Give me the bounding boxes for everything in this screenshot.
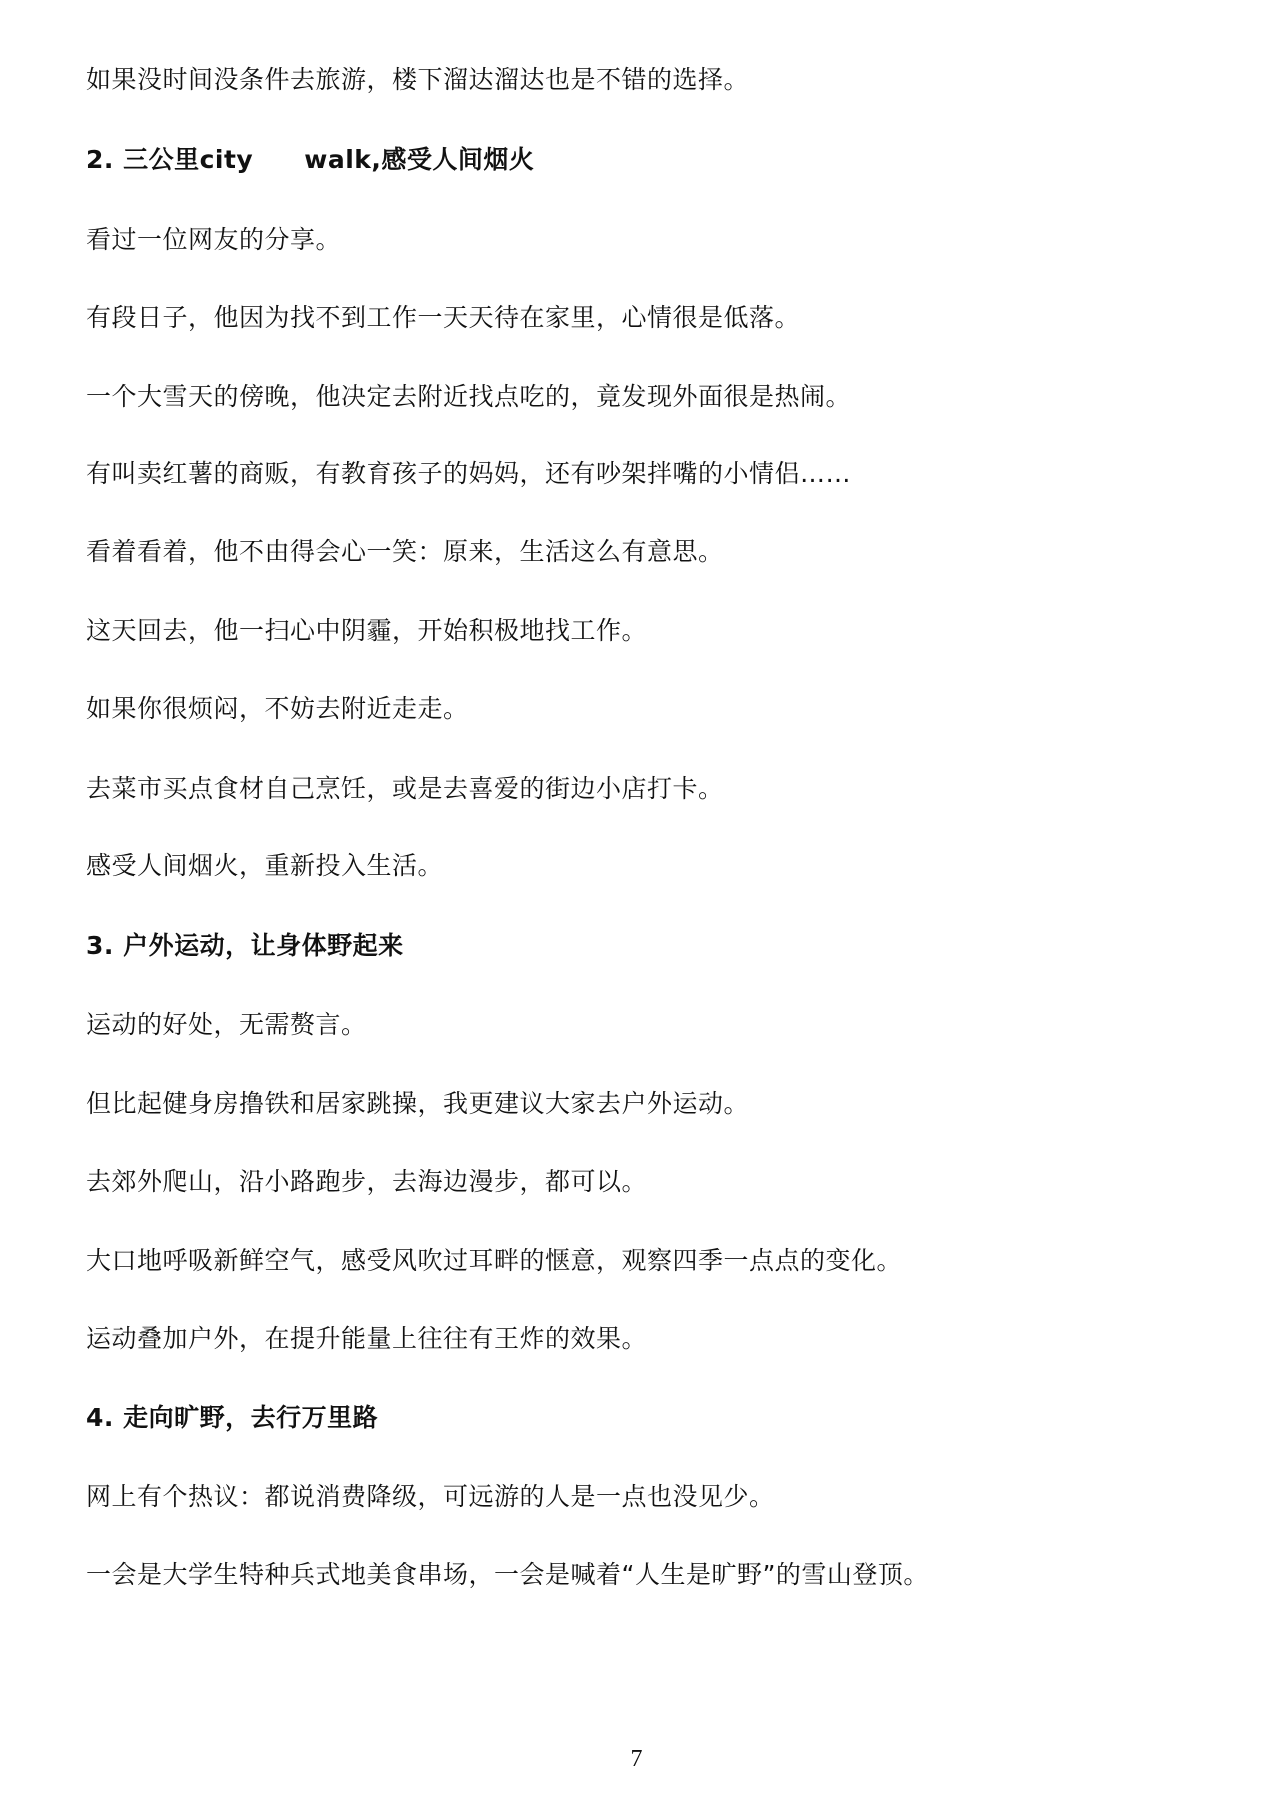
section-heading-3: 3. 户外运动，让身体野起来: [86, 931, 404, 960]
paragraph-13: 去郊外爬山，沿小路跑步，去海边漫步，都可以。: [86, 1167, 648, 1196]
paragraph-17: 一会是大学生特种兵式地美食串场，一会是喊着“人生是旷野”的雪山登顶。: [86, 1560, 929, 1589]
paragraph-2: 看过一位网友的分享。: [86, 225, 342, 254]
paragraph-7: 这天回去，他一扫心中阴霾，开始积极地找工作。: [86, 616, 648, 645]
paragraph-5: 有叫卖红薯的商贩，有教育孩子的妈妈，还有吵架拌嘴的小情侣……: [86, 459, 852, 488]
section-heading-4: 4. 走向旷野，去行万里路: [86, 1403, 379, 1432]
page-number: 7: [630, 1746, 643, 1772]
paragraph-10: 感受人间烟火，重新投入生活。: [86, 851, 444, 880]
paragraph-8: 如果你很烦闷，不妨去附近走走。: [86, 694, 469, 723]
paragraph-15: 运动叠加户外，在提升能量上往往有王炸的效果。: [86, 1324, 648, 1353]
paragraph-9: 去菜市买点食材自己烹饪，或是去喜爱的街边小店打卡。: [86, 774, 724, 803]
paragraph-11: 运动的好处，无需赘言。: [86, 1010, 367, 1039]
paragraph-14: 大口地呼吸新鲜空气，感受风吹过耳畔的惬意，观察四季一点点的变化。: [86, 1246, 903, 1275]
paragraph-3: 有段日子，他因为找不到工作一天天待在家里，心情很是低落。: [86, 303, 801, 332]
section-heading-2: 2. 三公里city walk,感受人间烟火: [86, 145, 535, 174]
paragraph-12: 但比起健身房撸铁和居家跳操，我更建议大家去户外运动。: [86, 1089, 750, 1118]
paragraph-4: 一个大雪天的傍晚，他决定去附近找点吃的，竟发现外面很是热闹。: [86, 382, 852, 411]
paragraph-1: 如果没时间没条件去旅游，楼下溜达溜达也是不错的选择。: [86, 65, 750, 94]
paragraph-16: 网上有个热议：都说消费降级，可远游的人是一点也没见少。: [86, 1482, 775, 1511]
paragraph-6: 看着看着，他不由得会心一笑：原来，生活这么有意思。: [86, 537, 724, 566]
